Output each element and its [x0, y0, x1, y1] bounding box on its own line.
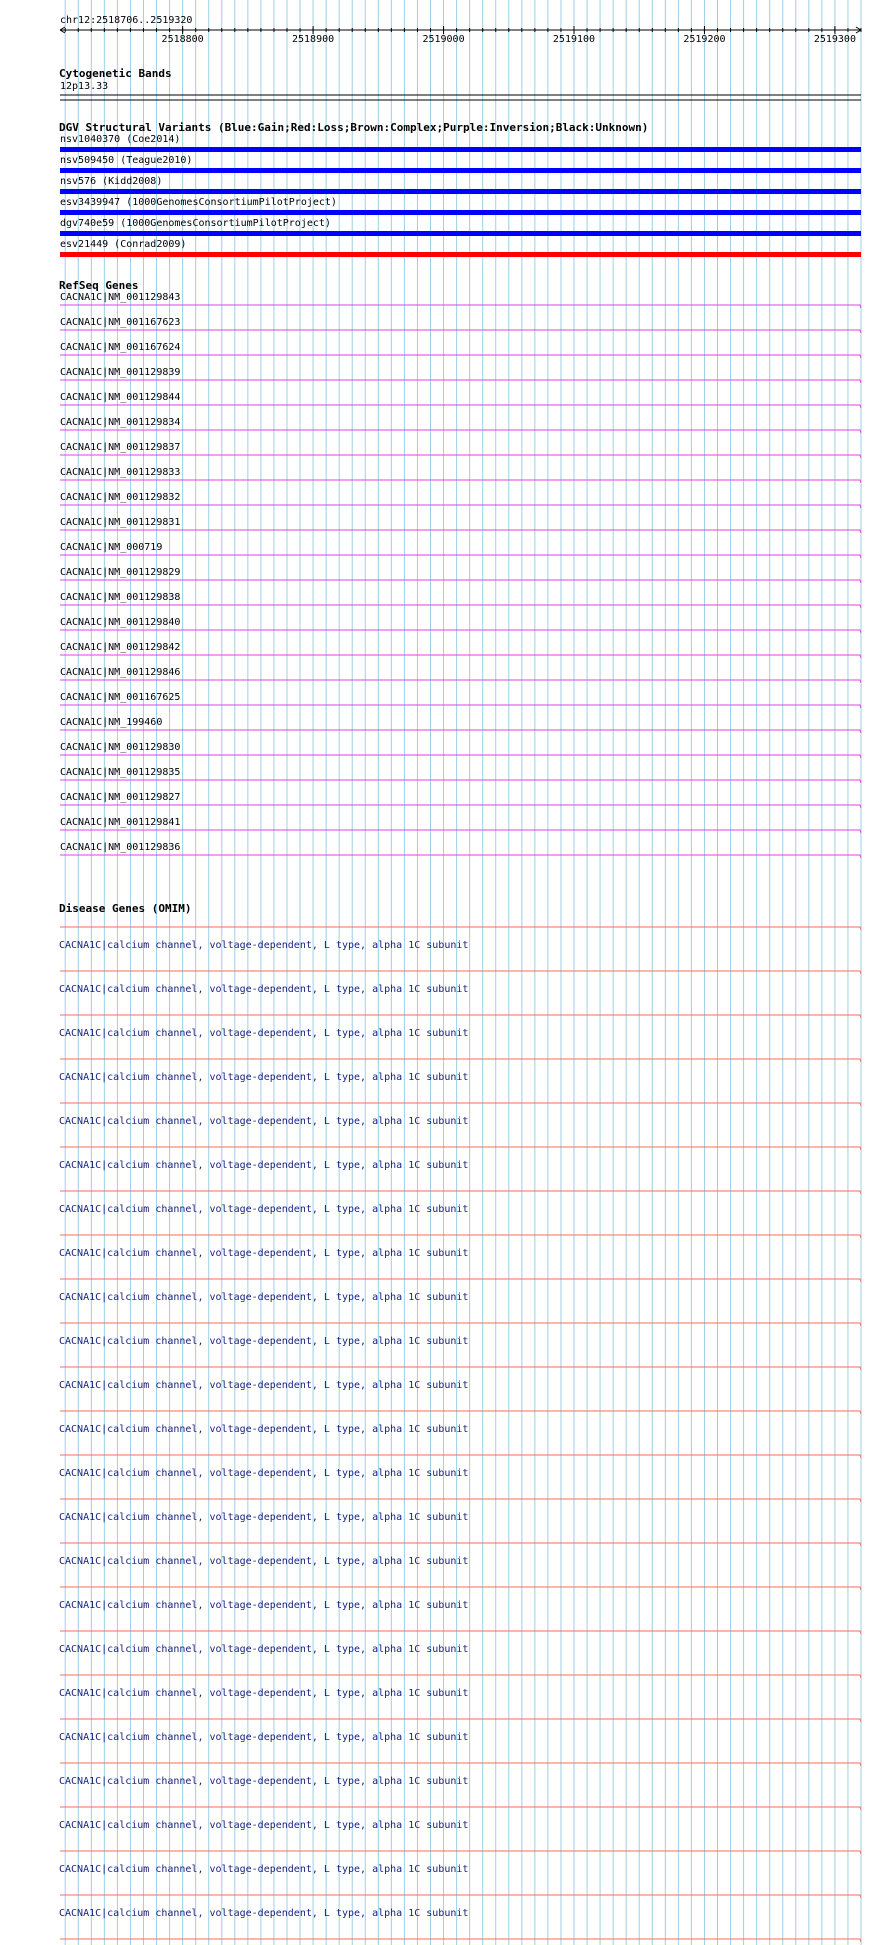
omim-entry-label: CACNA1C|calcium channel, voltage-dependent, L type, alpha 1C subunit [59, 1028, 469, 1039]
dgv-variant-label: nsv576 (Kidd2008) [60, 176, 163, 187]
cytoband-track-title: Cytogenetic Bands [59, 67, 172, 80]
refseq-gene-line [60, 455, 861, 458]
dgv-variant-label: nsv1040370 (Coe2014) [60, 134, 181, 145]
omim-track-line [60, 1411, 861, 1414]
omim-entry-label: CACNA1C|calcium channel, voltage-dependent, L type, alpha 1C subunit [59, 1380, 469, 1391]
refseq-gene-label: CACNA1C|NM_001129830 [60, 742, 181, 753]
dgv-variant-label: esv21449 (Conrad2009) [60, 239, 187, 250]
refseq-gene-label: CACNA1C|NM_001129832 [60, 492, 181, 503]
refseq-track-title: RefSeq Genes [59, 279, 139, 292]
refseq-gene-line [60, 530, 861, 533]
omim-entry-label: CACNA1C|calcium channel, voltage-dependent, L type, alpha 1C subunit [59, 1864, 469, 1875]
omim-entry-label: CACNA1C|calcium channel, voltage-dependent, L type, alpha 1C subunit [59, 1732, 469, 1743]
refseq-gene-line [60, 830, 861, 833]
omim-entry-label: CACNA1C|calcium channel, voltage-dependent, L type, alpha 1C subunit [59, 1600, 469, 1611]
omim-track-line [60, 1015, 861, 1018]
omim-track-line [60, 1675, 861, 1678]
refseq-gene-line [60, 580, 861, 583]
refseq-gene-line [60, 355, 861, 358]
refseq-gene-label: CACNA1C|NM_001167624 [60, 342, 181, 353]
omim-entry-label: CACNA1C|calcium channel, voltage-dependent, L type, alpha 1C subunit [59, 1160, 469, 1171]
refseq-gene-line [60, 805, 861, 808]
omim-track-line [60, 1191, 861, 1194]
dgv-variant-label: dgv740e59 (1000GenomesConsortiumPilotProject) [60, 218, 331, 229]
refseq-gene-label: CACNA1C|NM_001129836 [60, 842, 181, 853]
omim-entry-label: CACNA1C|calcium channel, voltage-dependent, L type, alpha 1C subunit [59, 1512, 469, 1523]
omim-track-line [60, 1103, 861, 1106]
omim-entry-label: CACNA1C|calcium channel, voltage-dependent, L type, alpha 1C subunit [59, 1424, 469, 1435]
omim-track-line [60, 1499, 861, 1502]
refseq-gene-label: CACNA1C|NM_001129834 [60, 417, 181, 428]
omim-entry-label: CACNA1C|calcium channel, voltage-dependent, L type, alpha 1C subunit [59, 1248, 469, 1259]
dgv-variant-bar [60, 147, 861, 152]
omim-track-line [60, 927, 861, 930]
omim-entry-label: CACNA1C|calcium channel, voltage-dependent, L type, alpha 1C subunit [59, 1556, 469, 1567]
omim-entry-label: CACNA1C|calcium channel, voltage-dependent, L type, alpha 1C subunit [59, 940, 469, 951]
omim-track-line [60, 1455, 861, 1458]
refseq-gene-line [60, 655, 861, 658]
dgv-variant-label: nsv509450 (Teague2010) [60, 155, 193, 166]
omim-entry-label: CACNA1C|calcium channel, voltage-dependent, L type, alpha 1C subunit [59, 1116, 469, 1127]
refseq-gene-label: CACNA1C|NM_001129827 [60, 792, 181, 803]
region-label: chr12:2518706..2519320 [60, 15, 193, 26]
ruler-tick-label: 2518800 [161, 34, 204, 45]
refseq-gene-line [60, 380, 861, 383]
refseq-gene-label: CACNA1C|NM_001129846 [60, 667, 181, 678]
omim-track-line [60, 1587, 861, 1590]
refseq-gene-label: CACNA1C|NM_001129831 [60, 517, 181, 528]
refseq-gene-label: CACNA1C|NM_001129843 [60, 292, 181, 303]
omim-track-line [60, 1851, 861, 1854]
refseq-gene-label: CACNA1C|NM_001129835 [60, 767, 181, 778]
refseq-gene-label: CACNA1C|NM_000719 [60, 542, 163, 553]
dgv-track-title: DGV Structural Variants (Blue:Gain;Red:Loss;Brown:Complex;Purple:Inversion;Black:Unknown) [59, 121, 649, 134]
refseq-gene-line [60, 430, 861, 433]
ruler-tick-label: 2519200 [683, 34, 726, 45]
omim-track-line [60, 1147, 861, 1150]
refseq-gene-line [60, 730, 861, 733]
omim-track-line [60, 1895, 861, 1898]
refseq-gene-label: CACNA1C|NM_001129833 [60, 467, 181, 478]
refseq-gene-line [60, 505, 861, 508]
refseq-gene-line [60, 605, 861, 608]
omim-track-line [60, 1807, 861, 1810]
refseq-gene-label: CACNA1C|NM_001129829 [60, 567, 181, 578]
omim-entry-label: CACNA1C|calcium channel, voltage-dependent, L type, alpha 1C subunit [59, 1336, 469, 1347]
ruler-tick-label: 2519300 [813, 34, 856, 45]
omim-entry-label: CACNA1C|calcium channel, voltage-dependent, L type, alpha 1C subunit [59, 1908, 469, 1919]
omim-track-line [60, 1235, 861, 1238]
omim-entry-label: CACNA1C|calcium channel, voltage-dependent, L type, alpha 1C subunit [59, 1820, 469, 1831]
ruler-tick-label: 2519100 [552, 34, 596, 45]
omim-entry-label: CACNA1C|calcium channel, voltage-dependent, L type, alpha 1C subunit [59, 1204, 469, 1215]
refseq-gene-line [60, 630, 861, 633]
omim-entry-label: CACNA1C|calcium channel, voltage-dependent, L type, alpha 1C subunit [59, 1688, 469, 1699]
omim-track-line [60, 1631, 861, 1634]
refseq-gene-line [60, 330, 861, 333]
omim-track-line [60, 1279, 861, 1282]
refseq-gene-label: CACNA1C|NM_001129841 [60, 817, 181, 828]
dgv-variant-bar [60, 189, 861, 194]
refseq-gene-label: CACNA1C|NM_199460 [60, 717, 163, 728]
refseq-gene-label: CACNA1C|NM_001167625 [60, 692, 181, 703]
ruler-tick-label: 2519000 [422, 34, 465, 45]
omim-track-line [60, 1323, 861, 1326]
omim-track-line [60, 1543, 861, 1546]
refseq-gene-line [60, 705, 861, 708]
refseq-gene-line [60, 305, 861, 308]
omim-entry-label: CACNA1C|calcium channel, voltage-dependent, L type, alpha 1C subunit [59, 1468, 469, 1479]
omim-track-title: Disease Genes (OMIM) [59, 902, 192, 915]
dgv-variant-label: esv3439947 (1000GenomesConsortiumPilotProject) [60, 197, 337, 208]
dgv-variant-bar [60, 168, 861, 173]
omim-track-line [60, 971, 861, 974]
refseq-gene-label: CACNA1C|NM_001167623 [60, 317, 181, 328]
refseq-gene-label: CACNA1C|NM_001129840 [60, 617, 181, 628]
refseq-gene-line [60, 405, 861, 408]
omim-track-line [60, 1719, 861, 1722]
omim-track-line [60, 1367, 861, 1370]
refseq-gene-line [60, 855, 861, 858]
omim-entry-label: CACNA1C|calcium channel, voltage-dependent, L type, alpha 1C subunit [59, 1072, 469, 1083]
cytoband-label: 12p13.33 [60, 81, 109, 92]
refseq-gene-label: CACNA1C|NM_001129842 [60, 642, 181, 653]
refseq-gene-line [60, 480, 861, 483]
refseq-gene-line [60, 780, 861, 783]
dgv-variant-bar [60, 252, 861, 257]
omim-entry-label: CACNA1C|calcium channel, voltage-dependent, L type, alpha 1C subunit [59, 984, 469, 995]
refseq-gene-label: CACNA1C|NM_001129844 [60, 392, 181, 403]
omim-entry-label: CACNA1C|calcium channel, voltage-dependent, L type, alpha 1C subunit [59, 1776, 469, 1787]
omim-entry-label: CACNA1C|calcium channel, voltage-dependent, L type, alpha 1C subunit [59, 1292, 469, 1303]
ruler-tick-label: 2518900 [292, 34, 335, 45]
refseq-gene-label: CACNA1C|NM_001129837 [60, 442, 181, 453]
refseq-gene-line [60, 555, 861, 558]
omim-track-line [60, 1939, 861, 1942]
omim-entry-label: CACNA1C|calcium channel, voltage-dependent, L type, alpha 1C subunit [59, 1644, 469, 1655]
dgv-variant-bar [60, 231, 861, 236]
dgv-variant-bar [60, 210, 861, 215]
refseq-gene-line [60, 680, 861, 683]
refseq-gene-label: CACNA1C|NM_001129838 [60, 592, 181, 603]
refseq-gene-line [60, 755, 861, 758]
omim-track-line [60, 1059, 861, 1062]
omim-track-line [60, 1763, 861, 1766]
refseq-gene-label: CACNA1C|NM_001129839 [60, 367, 181, 378]
